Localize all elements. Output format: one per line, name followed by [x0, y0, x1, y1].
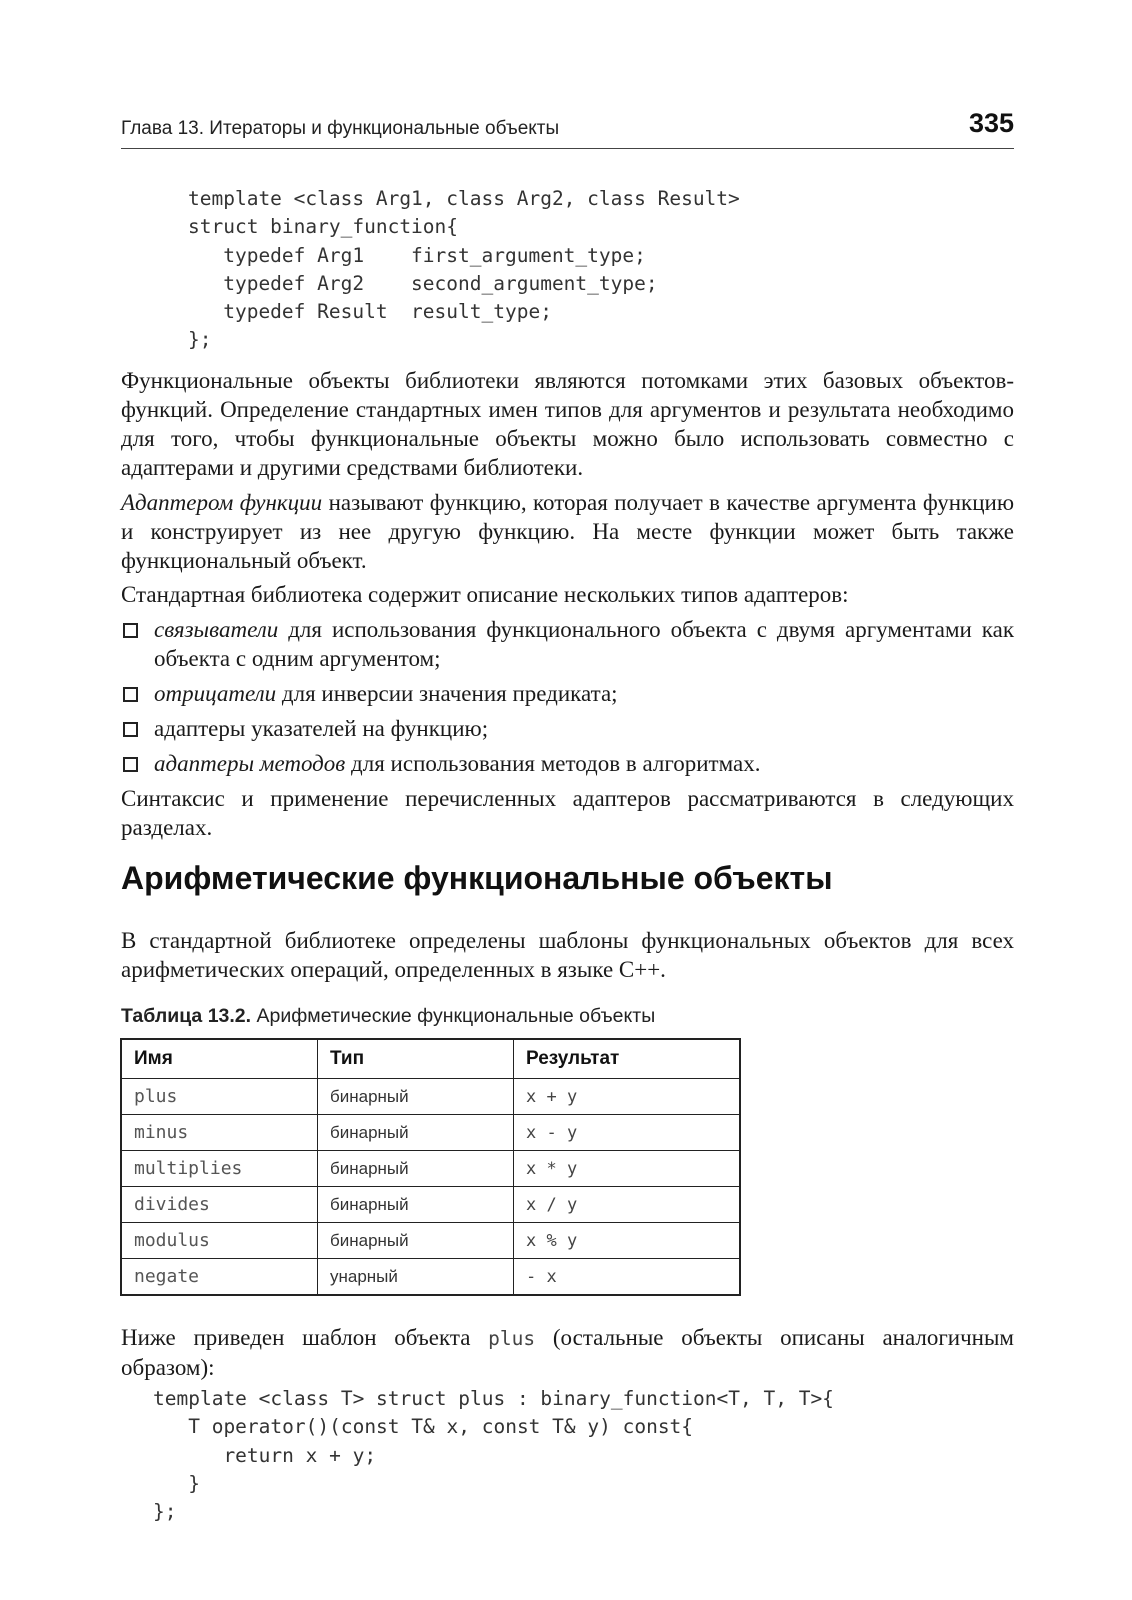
bullet-text: адаптеры указателей на функцию; [154, 716, 489, 741]
paragraph-text: Ниже приведен шаблон объекта [121, 1325, 489, 1350]
checkbox-bullet-icon [123, 722, 138, 737]
cell-result: x / y [514, 1187, 741, 1223]
cell-name: minus [121, 1115, 318, 1151]
cell-name: negate [121, 1259, 318, 1296]
page-number: 335 [968, 108, 1014, 138]
cell-type: унарный [318, 1259, 514, 1296]
bullet-text: для инверсии значения предиката; [276, 681, 618, 706]
table-header-row [121, 1039, 740, 1079]
cell-result: x + y [514, 1079, 741, 1115]
checkbox-bullet-icon [123, 623, 138, 638]
cell-result: x * y [514, 1151, 741, 1187]
paragraph-following-sections [121, 784, 1014, 842]
column-header-type: Тип [318, 1039, 514, 1079]
cell-type: бинарный [318, 1187, 514, 1223]
column-header-name: Имя [121, 1039, 318, 1079]
code-line: struct binary_function{ [188, 215, 459, 239]
bullet-text: для использования методов в алгоритмах. [345, 751, 761, 776]
cell-type: бинарный [318, 1115, 514, 1151]
paragraph-text: В стандартной библиотеке определены шаблоны функциональных объектов для всех арифметических операций, определенных в языке С++. [121, 928, 1014, 982]
code-line: return x + y; [153, 1443, 377, 1467]
list-item-pointer-adapters [121, 714, 1014, 743]
cell-type: бинарный [318, 1223, 514, 1259]
bullet-term: адаптеры методов [154, 751, 346, 776]
code-line: template <class T> struct plus : binary_function<T, T, T>{ [153, 1387, 834, 1410]
cell-name: divides [121, 1187, 318, 1223]
list-item-method-adapters [121, 749, 1014, 778]
table-caption [121, 1005, 655, 1028]
paragraph-adapter-types [121, 580, 1014, 609]
paragraph-section-intro [121, 926, 1014, 984]
checkbox-bullet-icon [123, 757, 138, 772]
code-line: }; [153, 1500, 177, 1524]
table-row [121, 1223, 740, 1259]
cell-name: plus [121, 1079, 318, 1115]
bullet-text: для использования функционального объекта с двумя аргументами как объекта с одним аргументом; [154, 617, 1014, 671]
paragraph-text: Функциональные объекты библиотеки являются потомками этих базовых объектов-функций. Определение стандартных имен типов для аргументов и результата необходимо для того, чтобы функциональные объекты можно было использовать совместно с адаптерами и другими средствами библиотеки. [121, 368, 1014, 480]
code-line: }; [188, 328, 212, 352]
code-line: typedef Arg2 second_argument_type; [188, 271, 658, 295]
code-block-binary-function [188, 185, 740, 355]
cell-name: modulus [121, 1223, 318, 1259]
cell-name: multiplies [121, 1151, 318, 1187]
code-line: typedef Result result_type; [188, 300, 552, 324]
page-header [121, 108, 1014, 149]
section-heading: Арифметические функциональные объекты [121, 860, 833, 896]
code-line: } [153, 1471, 200, 1495]
table-caption-text: Арифметические функциональные объекты [251, 1005, 656, 1027]
paragraph-text: Стандартная библиотека содержит описание нескольких типов адаптеров: [121, 582, 849, 607]
cell-result: x % y [514, 1223, 741, 1259]
inline-code-plus: plus [488, 1327, 536, 1350]
paragraph-adapter-definition [121, 488, 1014, 575]
column-header-result: Результат [514, 1039, 741, 1079]
paragraph-text: Синтаксис и применение перечисленных адаптеров рассматриваются в следующих разделах. [121, 786, 1014, 840]
cell-result: x - y [514, 1115, 741, 1151]
table-row [121, 1187, 740, 1223]
table-row [121, 1259, 740, 1296]
table-row [121, 1079, 740, 1115]
code-line: template <class Arg1, class Arg2, class Result> [188, 187, 740, 210]
cell-type: бинарный [318, 1079, 514, 1115]
code-line: typedef Arg1 first_argument_type; [188, 243, 646, 267]
table-row [121, 1115, 740, 1151]
term-function-adapter: Адаптером функции [121, 490, 323, 515]
bullet-term: отрицатели [154, 681, 277, 706]
cell-result: - x [514, 1259, 741, 1296]
paragraph-base-objects [121, 366, 1014, 482]
cell-type: бинарный [318, 1151, 514, 1187]
table-row [121, 1151, 740, 1187]
running-head: Глава 13. Итераторы и функциональные объекты [121, 118, 560, 139]
paragraph-text: (остальные объекты описаны аналогичным образом): [121, 1325, 1014, 1380]
list-item-binders [121, 615, 1014, 673]
paragraph-plus-template [121, 1323, 1014, 1382]
arithmetic-functors-table [120, 1038, 741, 1296]
table-caption-label: Таблица 13.2. [121, 1005, 252, 1027]
code-block-plus [153, 1385, 834, 1526]
code-line: T operator()(const T& x, const T& y) const{ [153, 1415, 694, 1439]
bullet-term: связыватели [154, 617, 279, 642]
list-item-negators [121, 679, 1014, 708]
checkbox-bullet-icon [123, 687, 138, 702]
paragraph-text: называют функцию, которая получает в качестве аргумента функцию и конструирует из нее другую функцию. На месте функции может быть также функциональный объект. [121, 490, 1014, 573]
